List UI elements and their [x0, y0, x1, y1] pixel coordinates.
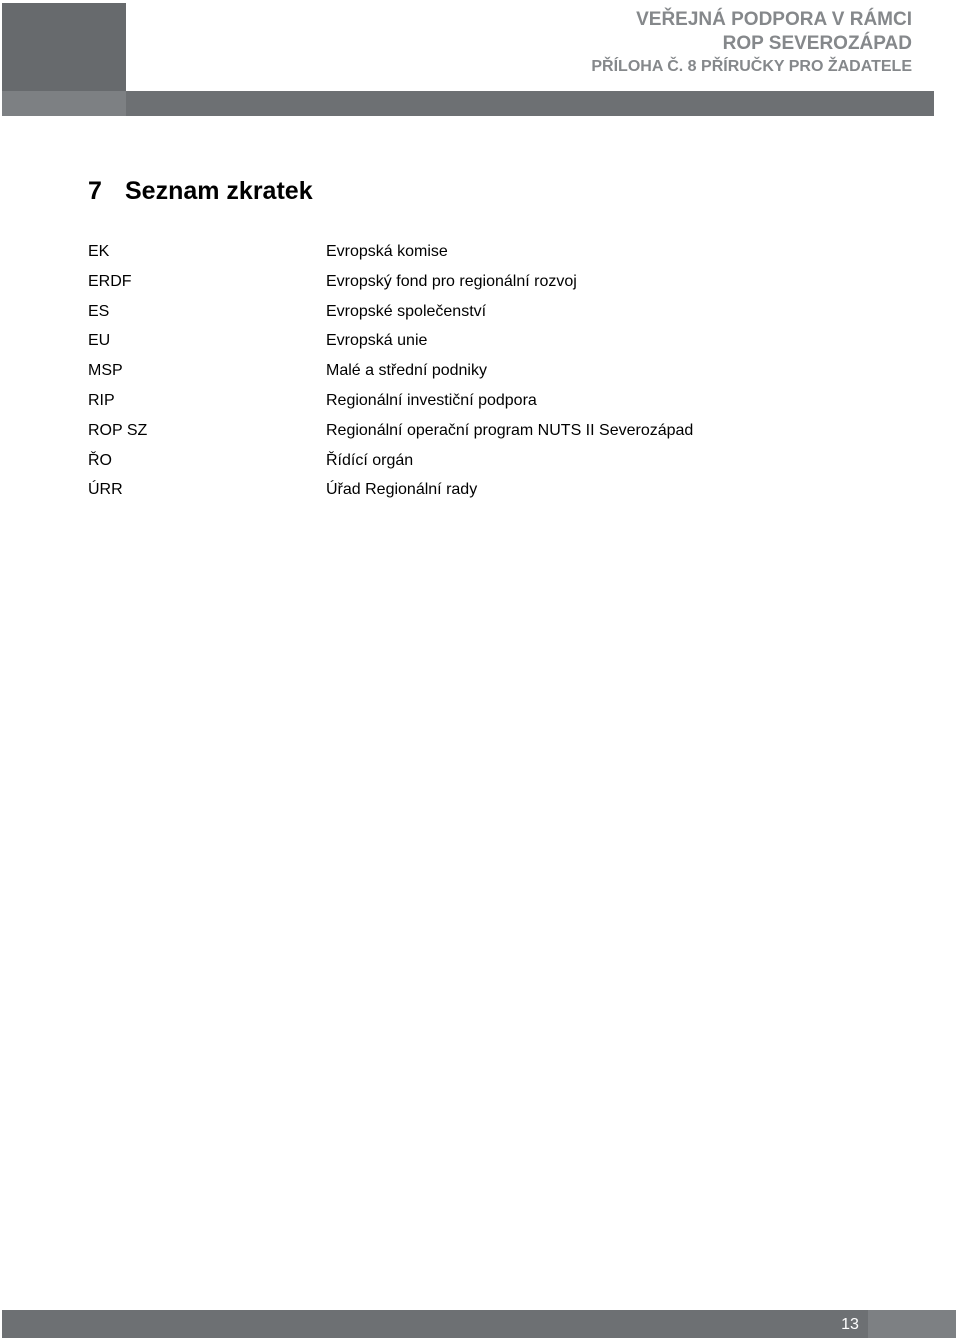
abbreviation: ROP SZ [88, 421, 148, 439]
header-decor-bar [126, 91, 934, 116]
section-heading [88, 172, 313, 210]
abbreviation: ŘO [88, 451, 112, 469]
abbreviation: MSP [88, 362, 123, 380]
header-line-1: VEŘEJNÁ PODPORA V RÁMCI [636, 9, 912, 30]
abbreviation: ERDF [88, 272, 132, 290]
page-number: 13 [841, 1316, 859, 1333]
abbreviation-row [88, 326, 693, 356]
abbreviation-row [88, 356, 693, 386]
abbreviation: EU [88, 332, 111, 350]
abbreviation-meaning: Řídící orgán [326, 451, 414, 469]
abbreviation-meaning: Regionální investiční podpora [326, 391, 537, 409]
abbreviation-meaning: Evropská unie [326, 332, 428, 350]
abbreviation-row [88, 237, 693, 267]
abbreviation-meaning: Regionální operační program NUTS II Severozápad [326, 421, 694, 439]
abbreviation-meaning: Malé a střední podniky [326, 362, 487, 380]
header-decor-block [2, 3, 126, 91]
abbreviation-row [88, 475, 693, 505]
abbreviation-list [88, 237, 693, 505]
abbreviation-meaning: Evropské společenství [326, 302, 487, 320]
abbreviation: RIP [88, 391, 115, 409]
abbreviation-row [88, 446, 693, 476]
abbreviation: EK [88, 243, 110, 260]
abbreviation-row [88, 386, 693, 416]
abbreviation: ES [88, 302, 110, 320]
section-number: 7 [88, 177, 102, 205]
header-line-3: PŘÍLOHA Č. 8 PŘÍRUČKY PRO ŽADATELE [591, 58, 912, 75]
header-decor-bar-light [2, 91, 126, 116]
abbreviation-row [88, 267, 693, 297]
abbreviation-row [88, 297, 693, 327]
header-line-2: ROP SEVEROZÁPAD [722, 33, 912, 54]
abbreviation: ÚRR [88, 481, 123, 499]
abbreviation-row [88, 416, 693, 446]
document-header [591, 8, 912, 78]
footer-page-block [868, 1310, 956, 1338]
abbreviation-meaning: Evropská komise [326, 243, 448, 260]
footer-bar [2, 1310, 868, 1338]
section-title: Seznam zkratek [125, 177, 313, 205]
abbreviation-meaning: Evropský fond pro regionální rozvoj [326, 272, 577, 290]
abbreviation-meaning: Úřad Regionální rady [326, 481, 478, 499]
